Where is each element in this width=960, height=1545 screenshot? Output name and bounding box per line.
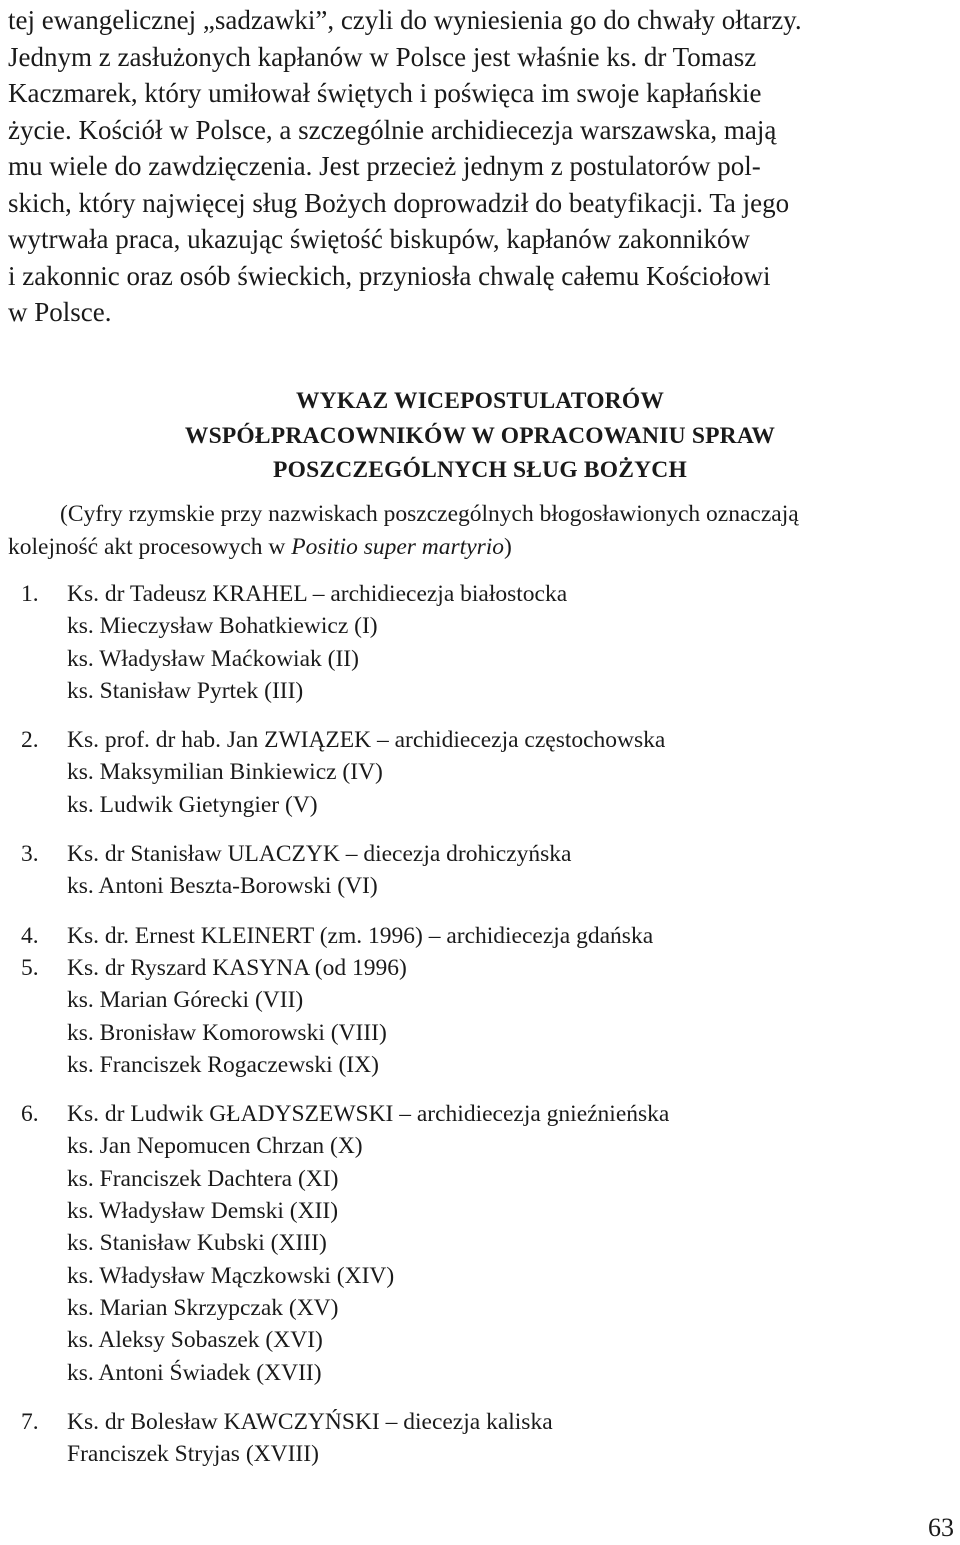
item-number: 1. — [21, 581, 39, 607]
list-group — [21, 952, 941, 1081]
servant-of-god-item: ks. Mieczysław Bohatkiewicz (I) — [67, 613, 378, 640]
list-item — [21, 1098, 941, 1130]
heading-line: WYKAZ WICEPOSTULATORÓW — [295, 388, 665, 414]
item-number: 4. — [21, 922, 39, 949]
heading-line: POSZCZEGÓLNYCH SŁUG BOŻYCH — [273, 457, 687, 483]
intro-paragraph — [8, 2, 954, 331]
servant-of-god-item: ks. Marian Skrzypczak (XV) — [67, 1294, 339, 1321]
list-group — [21, 578, 941, 707]
note-italic-title: Positio super martyrio — [291, 534, 505, 560]
note-line: (Cyfry rzymskie przy nazwiskach poszczególnych błogosławionych oznaczają — [60, 501, 799, 527]
servant-of-god-item: ks. Maksymilian Binkiewicz (IV) — [67, 759, 383, 786]
list-group — [21, 838, 941, 903]
explanatory-note — [8, 498, 954, 564]
list-item — [21, 838, 941, 870]
servant-of-god-item: Franciszek Stryjas (XVIII) — [67, 1441, 319, 1468]
servant-of-god-item: ks. Stanisław Pyrtek (III) — [67, 677, 304, 704]
item-number: 2. — [21, 727, 39, 754]
postulator-name: Ks. dr Tadeusz KRAHEL – archidiecezja białostocka — [67, 581, 568, 607]
note-text: ) — [504, 534, 512, 560]
postulator-name: Ks. dr Stanisław ULACZYK – diecezja drohiczyńska — [67, 841, 572, 868]
intro-line: tej ewangelicznej „sadzawki”, czyli do wyniesienia go do chwały ołtarzy. — [8, 5, 802, 35]
postulator-name: Ks. dr Ludwik GŁADYSZEWSKI – archidiecezja gnieźnieńska — [67, 1101, 670, 1128]
section-heading — [0, 384, 960, 488]
servant-of-god-item: ks. Antoni Beszta-Borowski (VI) — [67, 873, 378, 900]
list-group — [21, 1406, 941, 1471]
servant-of-god-item: ks. Ludwik Gietyngier (V) — [67, 791, 318, 818]
servant-of-god-item: ks. Franciszek Dachtera (XI) — [67, 1165, 339, 1192]
intro-line: w Polsce. — [8, 297, 112, 327]
intro-line: wytrwała praca, ukazując świętość biskupów, kapłanów zakonników — [8, 224, 751, 254]
list-group — [21, 724, 941, 821]
intro-line: życie. Kościół w Polsce, a szczególnie archidiecezja warszawska, mają — [8, 114, 777, 145]
list-item — [21, 724, 941, 756]
intro-line: Jednym z zasłużonych kapłanów w Polsce jest właśnie ks. dr Tomasz — [8, 41, 757, 72]
servant-of-god-item: ks. Franciszek Rogaczewski (IX) — [67, 1051, 379, 1078]
postulator-name: Ks. prof. dr hab. Jan ZWIĄZEK – archidiecezja częstochowska — [67, 727, 666, 754]
servant-of-god-item: ks. Władysław Mączkowski (XIV) — [67, 1262, 395, 1289]
list-item — [21, 952, 941, 984]
intro-line: skich, który najwięcej sług Bożych doprowadził do beatyfikacji. Ta jego — [8, 187, 790, 218]
list-item — [21, 920, 941, 952]
servant-of-god-item: ks. Władysław Demski (XII) — [67, 1198, 339, 1225]
servant-of-god-item: ks. Jan Nepomucen Chrzan (X) — [67, 1133, 363, 1160]
servant-of-god-item: ks. Władysław Maćkowiak (II) — [67, 645, 359, 672]
postulator-name: Ks. dr. Ernest KLEINERT (zm. 1996) – archidiecezja gdańska — [67, 922, 654, 949]
servant-of-god-item: ks. Marian Górecki (VII) — [67, 987, 304, 1014]
item-number: 3. — [21, 841, 39, 868]
postulator-name: Ks. dr Bolesław KAWCZYŃSKI – diecezja kaliska — [67, 1408, 553, 1435]
item-number: 5. — [21, 954, 39, 981]
intro-line: mu wiele do zawdzięczenia. Jest przecież jednym z postulatorów pol- — [8, 151, 761, 181]
servant-of-god-item: ks. Aleksy Sobaszek (XVI) — [67, 1327, 323, 1354]
list-group — [21, 920, 941, 952]
intro-line: Kaczmarek, który umiłował świętych i poświęca im swoje kapłańskie — [8, 78, 762, 108]
list-item — [21, 578, 941, 610]
heading-line: WSPÓŁPRACOWNIKÓW W OPRACOWANIU SPRAW — [184, 422, 776, 449]
item-number: 6. — [21, 1101, 39, 1128]
servant-of-god-item: ks. Stanisław Kubski (XIII) — [67, 1230, 327, 1257]
servant-of-god-item: ks. Bronisław Komorowski (VIII) — [67, 1019, 387, 1046]
note-text: kolejność akt procesowych w — [8, 534, 292, 560]
intro-line: i zakonnic oraz osób świeckich, przyniosła chwalę całemu Kościołowi — [8, 260, 771, 291]
list-group — [21, 1098, 941, 1389]
item-number: 7. — [21, 1408, 39, 1435]
list-item — [21, 1406, 941, 1438]
postulator-name: Ks. dr Ryszard KASYNA (od 1996) — [67, 954, 407, 981]
page-number: 63 — [928, 1513, 954, 1542]
postulators-list — [21, 578, 941, 1487]
servant-of-god-item: ks. Antoni Świadek (XVII) — [67, 1359, 322, 1386]
note-line — [8, 531, 954, 564]
